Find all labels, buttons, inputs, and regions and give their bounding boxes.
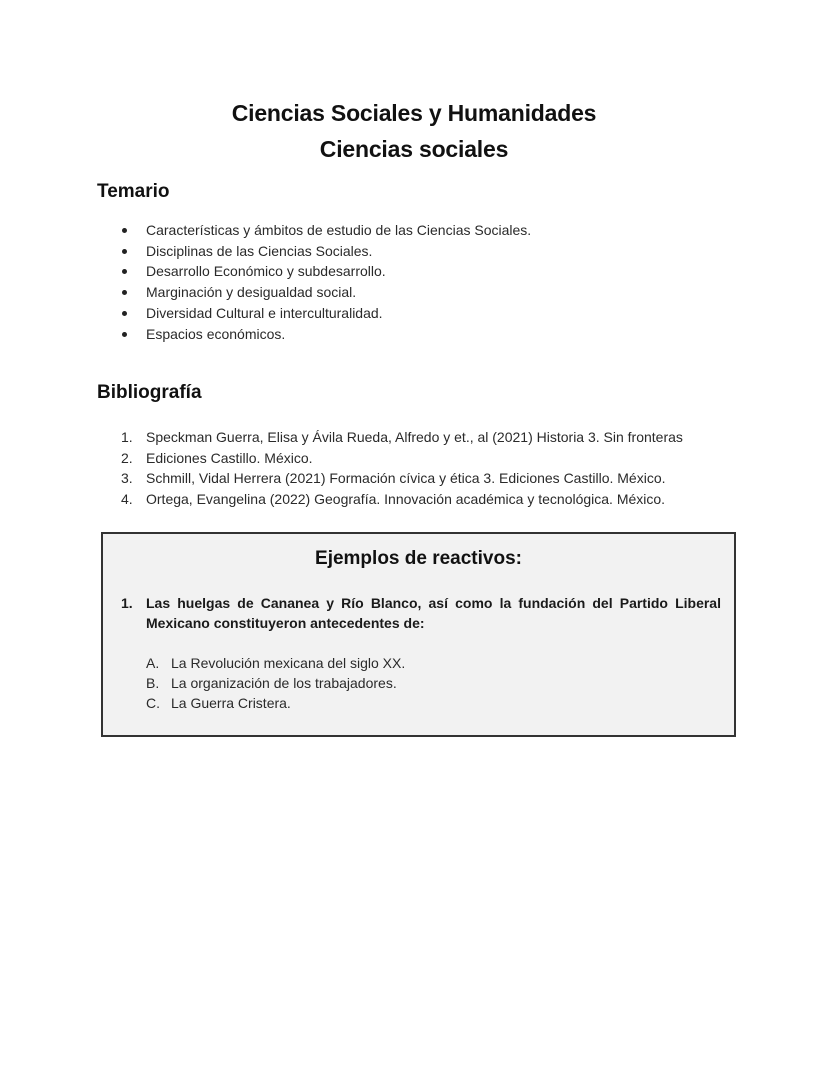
option-letter: B. [146,675,160,691]
item-number: 2. [121,449,133,466]
answer-option-b [146,673,405,693]
temario-item [120,303,531,324]
bullet-icon [122,249,127,254]
temario-item-text: Disciplinas de las Ciencias Sociales. [146,242,373,259]
examples-heading: Ejemplos de reactivos: [315,548,522,569]
examples-box [101,532,736,737]
bibliografia-item-text: Schmill, Vidal Herrera (2021) Formación cívica y ética 3. Ediciones Castillo. México. [146,470,666,486]
temario-item [120,324,531,345]
temario-item-text: Características y ámbitos de estudio de las Ciencias Sociales. [146,222,532,238]
bibliografia-item-text: Ediciones Castillo. México. [146,449,313,466]
temario-item-text: Diversidad Cultural e interculturalidad. [146,304,383,321]
bullet-icon [122,332,127,337]
page-title: Ciencias Sociales y Humanidades [231,100,597,126]
bullet-icon [122,228,127,233]
temario-item-text: Marginación y desigualdad social. [146,284,357,301]
question-text: Las huelgas de Cananea y Río Blanco, así como la fundación del Partido Liberal Mexicano constituyeron antecedentes de: [146,595,721,631]
bullet-icon [122,311,127,316]
temario-item-text: Espacios económicos. [146,325,286,342]
option-text: La Revolución mexicana del siglo XX. [171,655,406,671]
temario-item-text: Desarrollo Económico y subdesarrollo. [146,263,386,280]
item-number: 1. [121,429,133,445]
option-letter: C. [146,695,160,711]
bibliografia-item [118,468,683,489]
bibliografia-heading: Bibliografía [97,382,202,403]
answer-option-a [146,653,405,673]
page-subtitle: Ciencias sociales [319,136,509,162]
item-number: 3. [121,470,133,486]
temario-item [120,282,531,303]
bibliografia-item [118,427,683,448]
option-text: La organización de los trabajadores. [171,675,397,691]
item-number: 4. [121,490,133,507]
temario-item [120,220,531,241]
bibliografia-list [118,427,683,509]
bibliografia-item [118,448,683,469]
bullet-icon [122,269,127,274]
bibliografia-item-text: Speckman Guerra, Elisa y Ávila Rueda, Alfredo y et., al (2021) Historia 3. Sin fronteras [146,429,683,445]
question [121,593,721,633]
question-number: 1. [121,595,133,611]
bibliografia-item [118,489,683,510]
bullet-icon [122,290,127,295]
temario-list [120,220,531,344]
temario-item [120,241,531,262]
option-text: La Guerra Cristera. [171,695,291,711]
answer-option-c [146,693,405,713]
answer-options [146,653,405,713]
temario-heading: Temario [97,181,170,202]
option-letter: A. [146,655,160,671]
bibliografia-item-text: Ortega, Evangelina (2022) Geografía. Innovación académica y tecnológica. México. [146,490,666,507]
temario-item [120,261,531,282]
